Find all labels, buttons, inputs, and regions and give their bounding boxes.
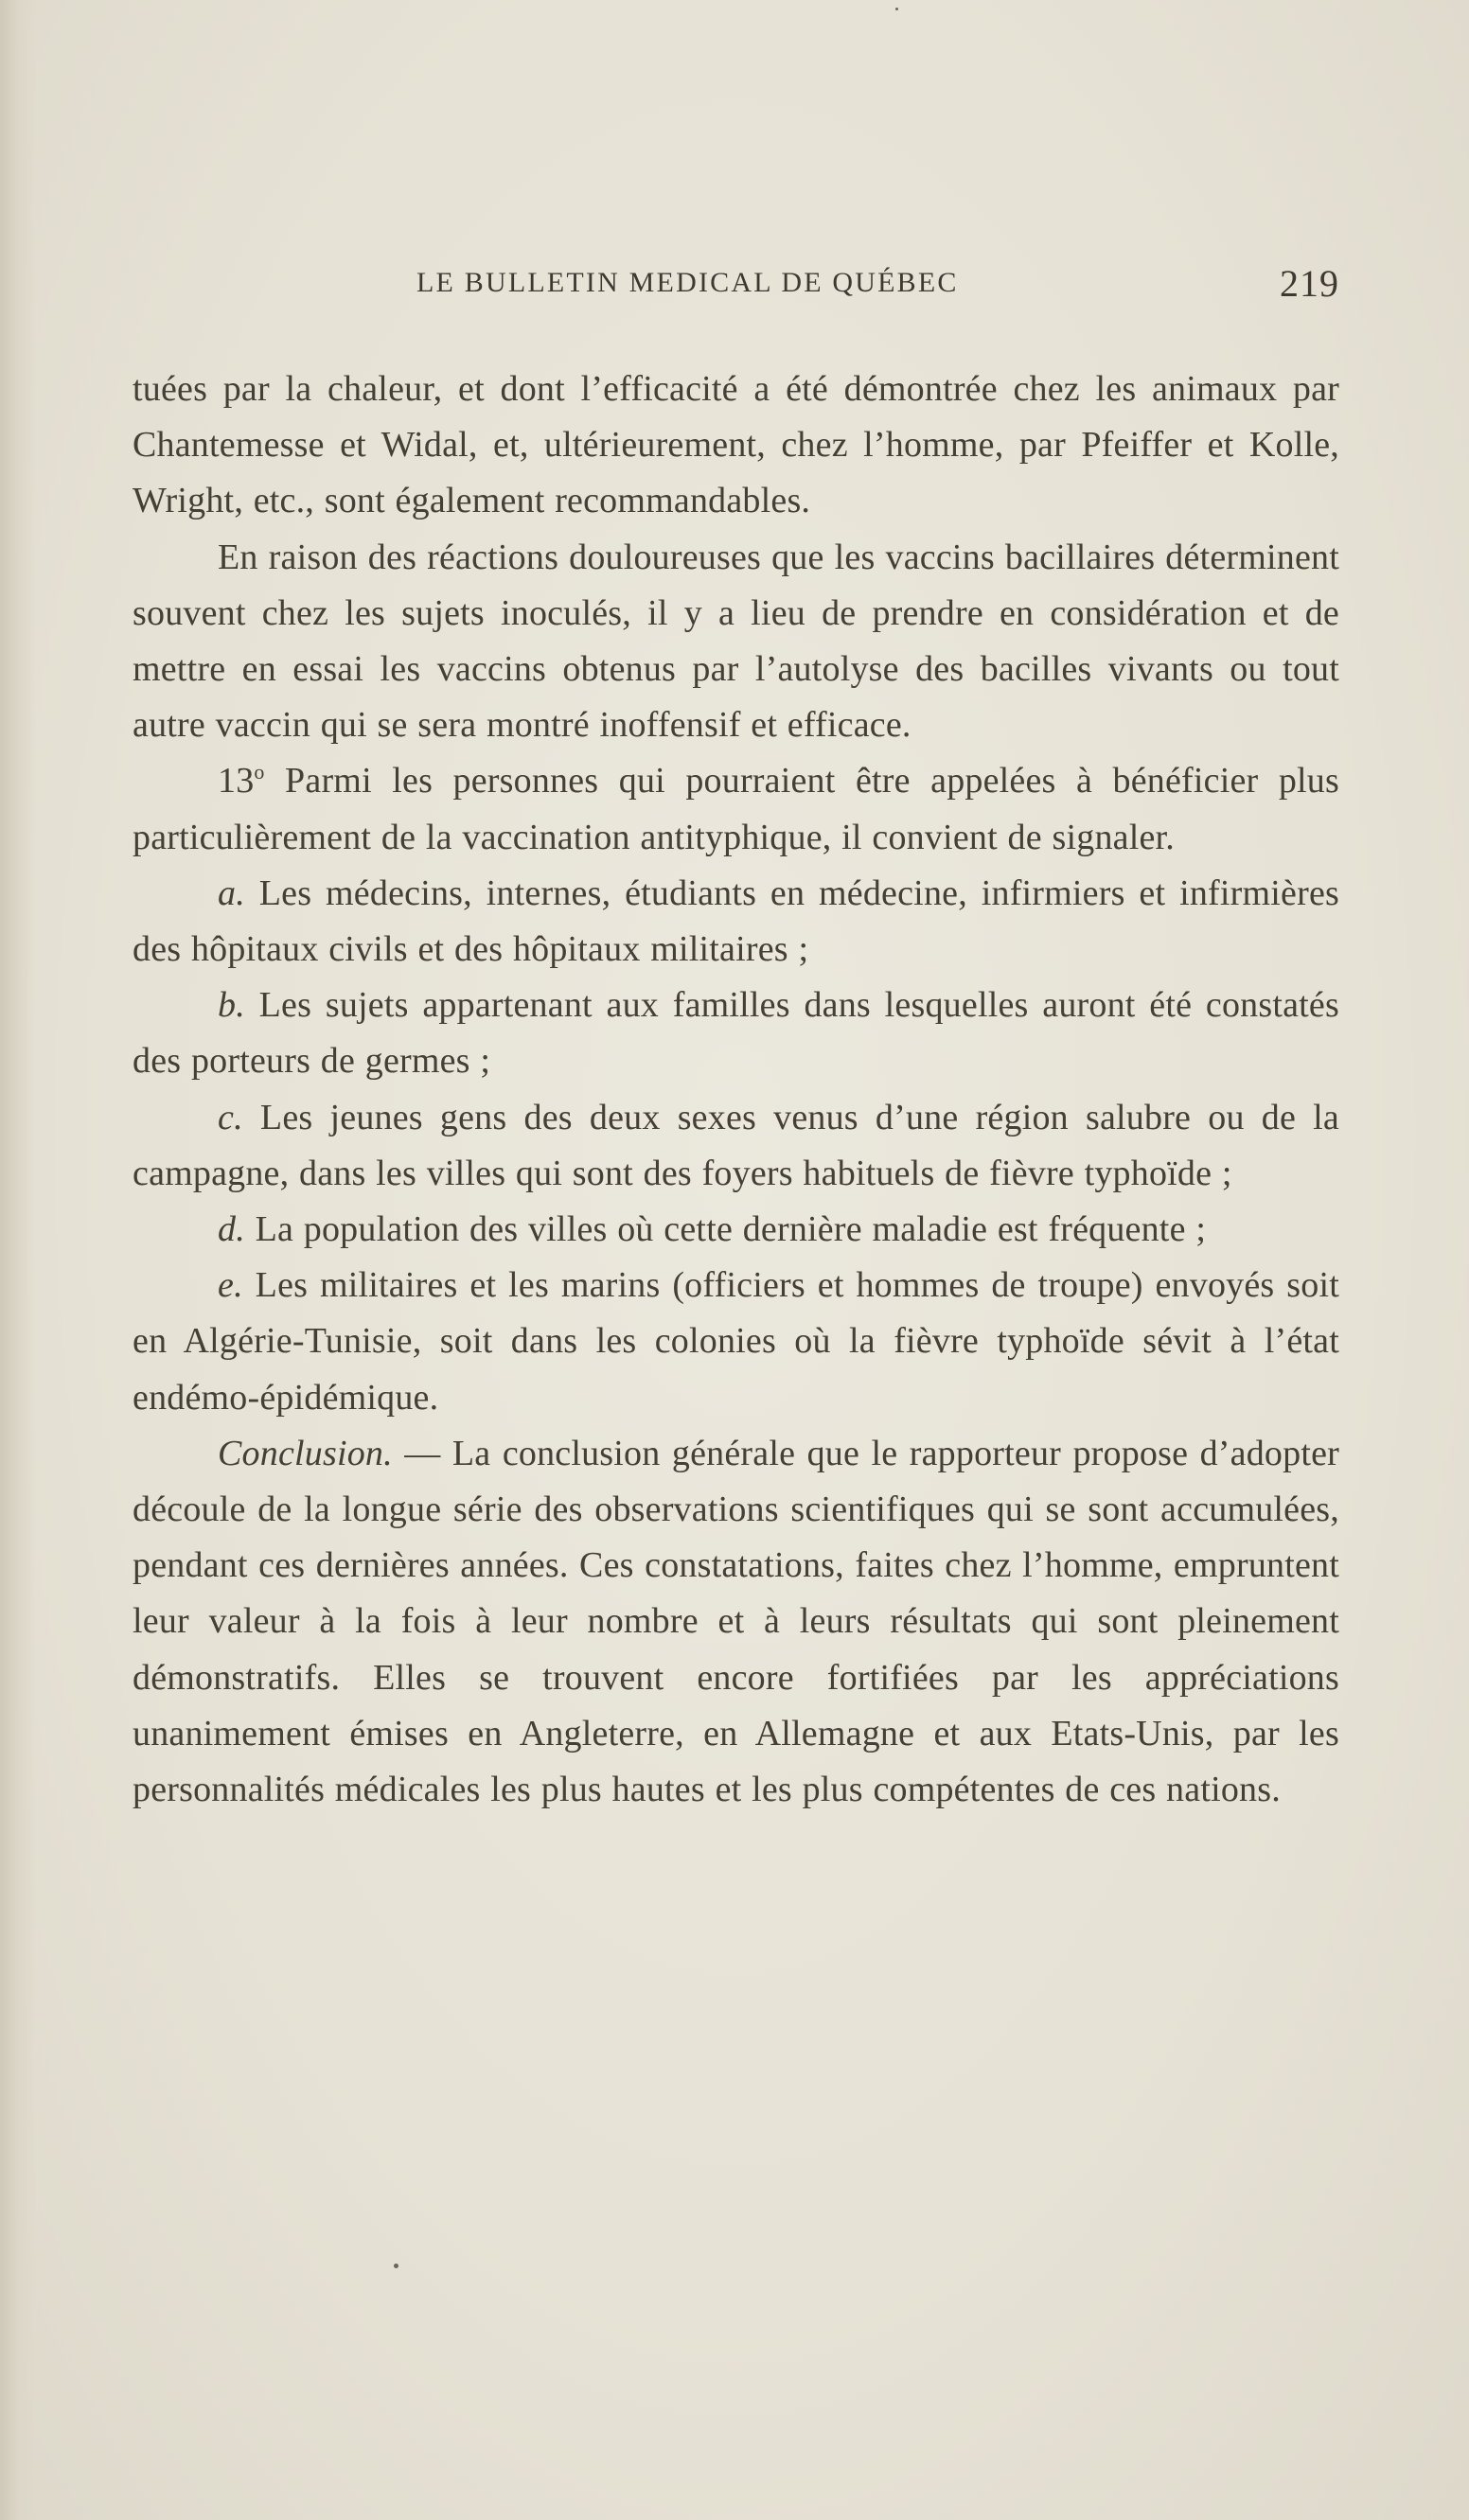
list-item-label: c.	[218, 1097, 243, 1137]
paragraph-number-superscript: o	[254, 760, 265, 784]
list-item-label: e.	[218, 1265, 243, 1306]
paragraph-number: 13	[218, 761, 255, 802]
page-header	[133, 261, 1339, 314]
running-title: LE BULLETIN MEDICAL DE QUÉBEC	[416, 267, 959, 298]
page-number: 219	[1280, 262, 1339, 305]
paragraph-conclusion	[133, 1426, 1339, 1818]
list-item-text: Les médecins, internes, étudiants en médecine, infirmiers et infirmières des hôpitaux civils et des hôpitaux militaires ;	[133, 872, 1339, 970]
paragraph-text: En raison des réactions douloureuses que les vaccins bacillaires déterminent souvent chez les sujets inoculés, il y a lieu de prendre en considération et de mettre en essai les vaccins obtenus par l’autolyse des bacilles vivants ou tout autre vaccin qui se sera montré inoffensif et efficace.	[133, 537, 1339, 746]
paragraph-13	[133, 753, 1339, 865]
list-item-label: d.	[218, 1209, 245, 1250]
list-item-text: Les sujets appartenant aux familles dans lesquelles auront été constatés des porteurs de germes ;	[133, 985, 1339, 1082]
list-item-d	[133, 1202, 1339, 1258]
page-body	[133, 361, 1339, 1818]
list-item-e	[133, 1258, 1339, 1426]
paragraph-continuation	[133, 361, 1339, 530]
paper-speck	[394, 2264, 398, 2268]
paragraph-text: tuées par la chaleur, et dont l’efficacité a été démontrée chez les animaux par Chantemesse et Widal, et, ultérieurement, chez l’homme, par Pfeiffer et Kolle, Wright, etc., sont également recommandables.	[133, 369, 1339, 521]
list-item-a	[133, 866, 1339, 978]
list-item-text: Les jeunes gens des deux sexes venus d’une région salubre ou de la campagne, dans les villes qui sont des foyers habituels de fièvre typhoïde ;	[133, 1097, 1339, 1193]
paragraph-text: — La conclusion générale que le rapporteur propose d’adopter découle de la longue série des observations scientifiques qui se sont accumulées, pendant ces dernières années. Ces constatations, faites chez l’homme, empruntent leur valeur à la fois à leur nombre et à leurs résultats qui sont pleinement démonstratifs. Elles se trouvent encore fortifiées par les appréciations unanimement émises en Angleterre, en Allemagne et aux Etats-Unis, par les personnalités médicales les plus hautes et les plus compétentes de ces nations.	[133, 1433, 1339, 1810]
list-item-label: b.	[218, 985, 245, 1026]
conclusion-label: Conclusion.	[218, 1433, 393, 1473]
list-item-label: a.	[218, 872, 245, 913]
paper-speck	[895, 8, 898, 10]
list-item-c	[133, 1090, 1339, 1202]
list-item-text: La population des villes où cette dernière maladie est fréquente ;	[244, 1209, 1207, 1250]
spine-shadow	[0, 0, 36, 2520]
list-item-b	[133, 978, 1339, 1089]
paragraph-vaccins	[133, 530, 1339, 754]
paragraph-text: Parmi les personnes qui pourraient être appelées à bénéficier plus particulièrement de la vaccination antityphique, il convient de signaler.	[133, 761, 1339, 857]
list-item-text: Les militaires et les marins (officiers et hommes de troupe) envoyés soit en Algérie-Tunisie, soit dans les colonies où la fièvre typhoïde sévit à l’état endémo-épidémique.	[133, 1265, 1339, 1418]
